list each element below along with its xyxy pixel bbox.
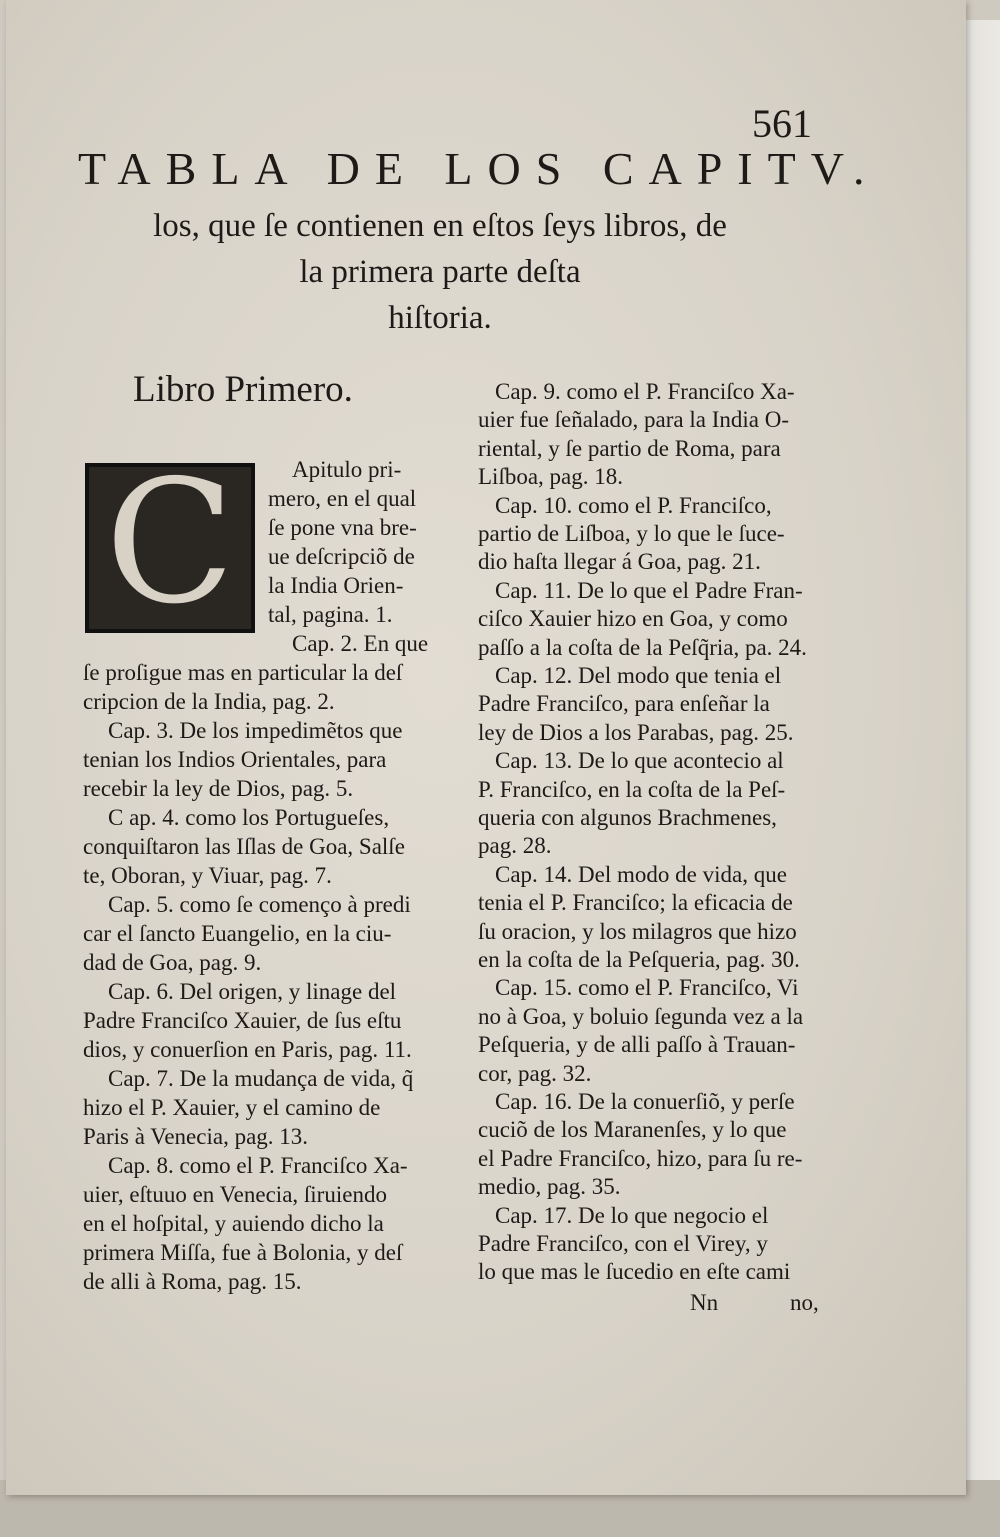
- subtitle-line-1: los, que ſe contienen en eſtos ſeys libros, de: [153, 208, 727, 244]
- toc-entry-line: dios, y conuerſion en Paris, pag. 11.: [83, 1037, 412, 1062]
- toc-entry-line: riental, y ſe partio de Roma, para: [478, 435, 781, 461]
- drop-cap-letter: C: [104, 444, 236, 642]
- toc-entry-line: mero, en el qual: [268, 486, 417, 511]
- toc-entry-line: Padre Franciſco, con el Virey, y: [478, 1231, 768, 1256]
- catchword: no,: [790, 1290, 819, 1315]
- toc-entry-line: Padre Franciſco, para enſeñar la: [478, 691, 770, 717]
- toc-entry-line: Paris à Venecia, pag. 13.: [83, 1124, 309, 1149]
- signature-mark: Nn: [690, 1290, 719, 1315]
- toc-entry-line: recebir la ley de Dios, pag. 5.: [83, 776, 354, 801]
- toc-entry-line: ciſco Xauier hizo en Goa, y como: [478, 606, 788, 632]
- toc-entry-line: queria con algunos Brachmenes,: [478, 805, 777, 830]
- toc-entry-line: cuciõ de los Maranenſes, y lo que: [478, 1117, 787, 1143]
- toc-entry-line: Cap. 17. De lo que negocio el: [495, 1202, 769, 1228]
- toc-entry-line: ſe pone vna bre-: [268, 515, 417, 540]
- toc-entry-line: tenia el P. Franciſco; la eficacia de: [478, 890, 793, 916]
- toc-entry-line: Cap. 15. como el P. Franciſco, Vi: [495, 975, 799, 1001]
- toc-entry-line: no à Goa, y boluio ſegunda vez a la: [478, 1003, 804, 1029]
- subtitle-line-2: la primera parte deſta: [299, 254, 581, 290]
- toc-entry-line: Liſboa, pag. 18.: [478, 464, 623, 490]
- toc-entry-line: Peſqueria, y de alli paſſo à Trauan-: [478, 1032, 796, 1058]
- toc-entry-line: Cap. 2. En que: [292, 631, 429, 656]
- toc-entry-line: en la coſta de la Peſqueria, pag. 30.: [478, 947, 800, 972]
- toc-entry-line: Cap. 14. Del modo de vida, que: [495, 861, 787, 887]
- toc-entry-line: Cap. 3. De los impedimẽtos que: [108, 718, 403, 743]
- toc-entry-line: la India Orien-: [268, 573, 404, 598]
- toc-entry-line: dad de Goa, pag. 9.: [83, 950, 262, 975]
- toc-entry-line: uier fue ſeñalado, para la India O-: [478, 407, 789, 433]
- toc-entry-line: Cap. 13. De lo que acontecio al: [495, 748, 784, 774]
- toc-entry-line: Cap. 7. De la mudança de vida, q̃: [108, 1066, 414, 1091]
- drop-cap-woodcut: [85, 444, 255, 642]
- toc-entry-line: primera Miſſa, fue à Bolonia, y deſ: [83, 1240, 403, 1265]
- page-number: 561: [752, 101, 812, 146]
- toc-entry-line: Cap. 9. como el P. Franciſco Xa-: [495, 379, 795, 404]
- toc-entry-line: Cap. 16. De la conuerſiõ, y perſe: [495, 1089, 795, 1114]
- toc-entry-line: uier, eſtuuo en Venecia, ſiruiendo: [83, 1182, 387, 1207]
- toc-entry-line: hizo el P. Xauier, y el camino de: [83, 1095, 381, 1120]
- toc-entry-line: Cap. 6. Del origen, y linage del: [108, 979, 397, 1004]
- toc-entry-line: dio haſta llegar á Goa, pag. 21.: [478, 549, 761, 575]
- toc-entry-line: partio de Liſboa, y lo que le ſuce-: [478, 521, 785, 546]
- toc-entry-line: Cap. 11. De lo que el Padre Fran-: [495, 577, 803, 603]
- toc-entry-line: te, Oboran, y Viuar, pag. 7.: [83, 863, 332, 888]
- toc-entry-line: P. Franciſco, en la coſta de la Peſ-: [478, 776, 786, 802]
- toc-entry-line: en el hoſpital, y auiendo dicho la: [83, 1211, 384, 1236]
- toc-entry-line: el Padre Franciſco, hizo, para ſu re-: [478, 1145, 803, 1171]
- toc-entry-line: cripcion de la India, pag. 2.: [83, 689, 335, 714]
- toc-entry-line: medio, pag. 35.: [478, 1174, 621, 1200]
- toc-entry-line: car el ſancto Euangelio, en la ciu-: [83, 921, 392, 946]
- toc-entry-line: cor, pag. 32.: [478, 1060, 592, 1086]
- toc-entry-line: Apitulo pri-: [292, 457, 402, 482]
- subtitle-line-3: hiſtoria.: [388, 300, 492, 336]
- toc-entry-line: de alli à Roma, pag. 15.: [83, 1269, 302, 1294]
- toc-entry-line: ſu oracion, y los milagros que hizo: [478, 918, 797, 944]
- toc-entry-line: tal, pagina. 1.: [268, 602, 393, 627]
- toc-entry-line: C ap. 4. como los Portugueſes,: [108, 805, 390, 830]
- toc-entry-line: conquiſtaron las Iſlas de Goa, Salſe: [83, 834, 405, 859]
- toc-entry-line: Padre Franciſco Xauier, de ſus eſtu: [83, 1008, 402, 1033]
- toc-entry-line: pag. 28.: [478, 833, 552, 859]
- toc-entry-line: paſſo a la coſta de la Peſq̃ria, pa. 24.: [478, 634, 807, 660]
- toc-entry-line: Cap. 10. como el P. Franciſco,: [495, 492, 772, 518]
- book-heading: Libro Primero.: [133, 369, 353, 410]
- page-title: TABLA DE LOS CAPITV.: [78, 143, 880, 194]
- toc-entry-line: Cap. 12. Del modo que tenia el: [495, 663, 782, 688]
- toc-entry-line: ue deſcripciõ de: [268, 544, 415, 569]
- toc-entry-line: Cap. 5. como ſe començo à predi: [108, 892, 411, 917]
- toc-entry-line: Cap. 8. como el P. Franciſco Xa-: [108, 1153, 408, 1178]
- toc-entry-line: lo que mas le ſucedio en eſte cami: [478, 1259, 791, 1285]
- toc-entry-line: ſe proſigue mas en particular la deſ: [83, 660, 403, 685]
- toc-entry-line: ley de Dios a los Parabas, pag. 25.: [478, 719, 794, 745]
- toc-entry-line: tenian los Indios Orientales, para: [83, 747, 387, 772]
